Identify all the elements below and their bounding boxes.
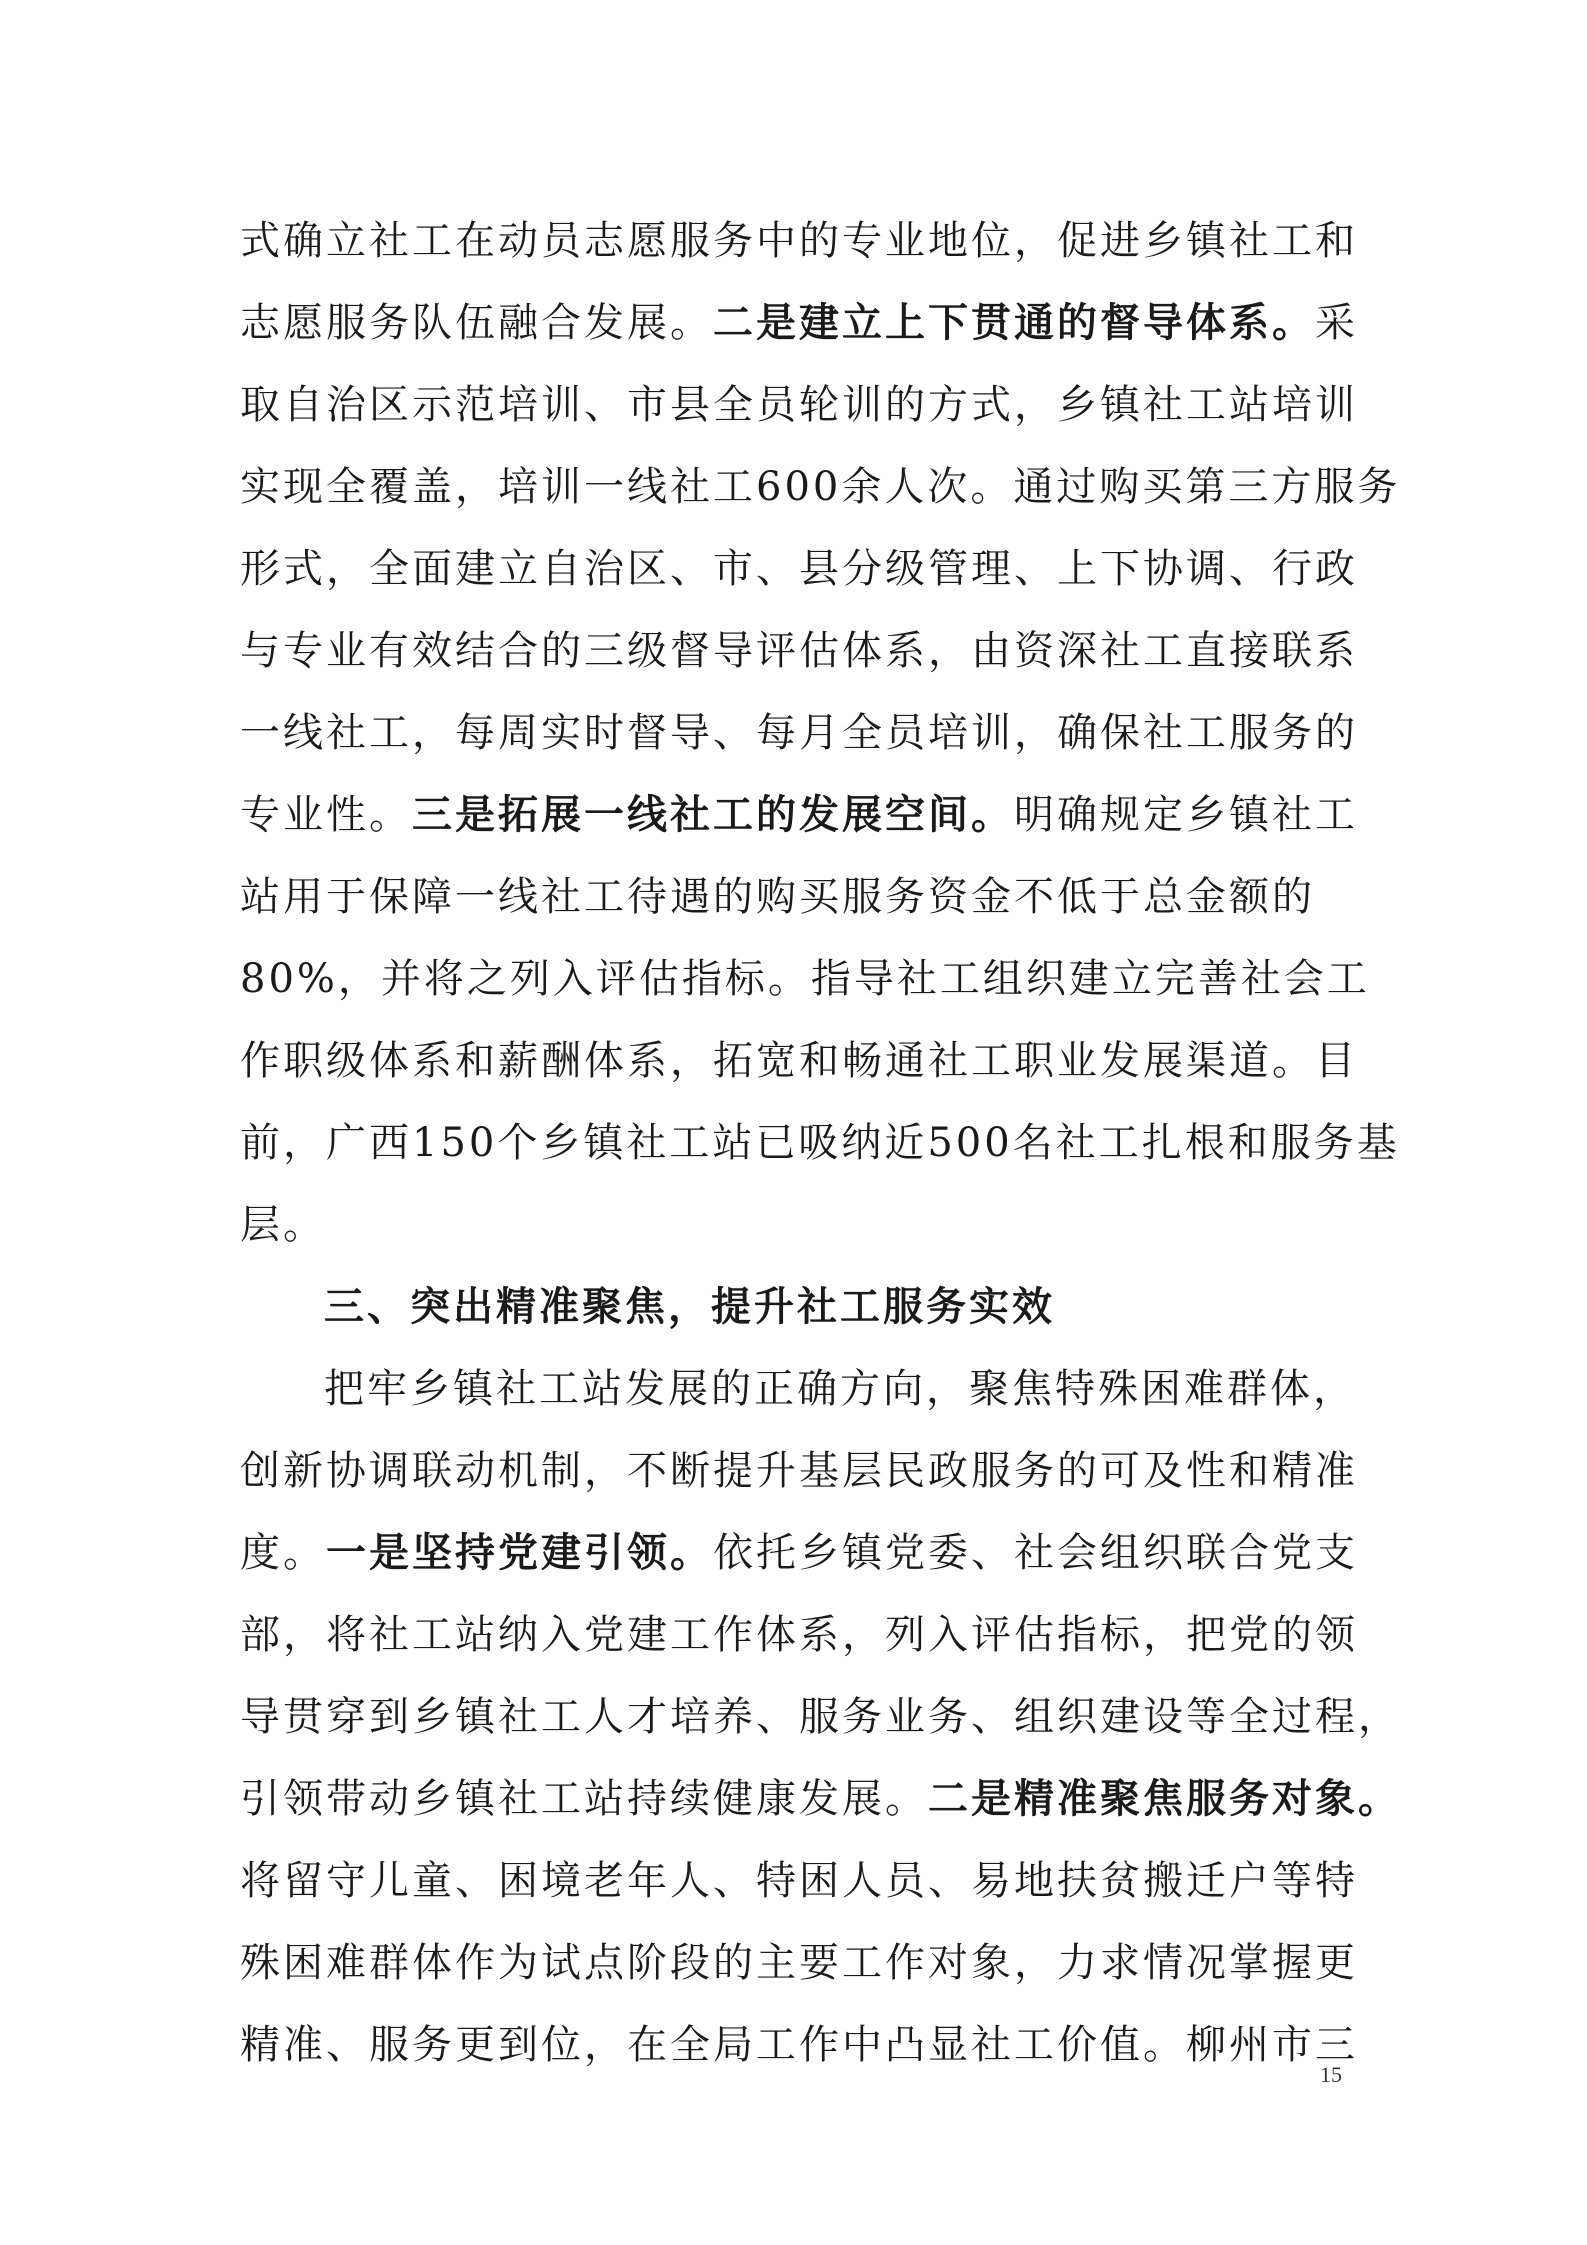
bold-phrase: 二是精准聚焦服务对象。	[928, 1776, 1401, 1822]
text-line: 式确立社工在动员志愿服务中的专业地位，促进乡镇社工和	[240, 218, 1358, 264]
bold-phrase: 二是建立上下贯通的督导体系。	[713, 300, 1315, 346]
text-line: 精准、服务更到位，在全局工作中凸显社工价值。柳州市三	[240, 2022, 1358, 2068]
text-line: 志愿服务队伍融合发展。二是建立上下贯通的督导体系。采	[240, 300, 1358, 346]
text-line: 度。一是坚持党建引领。依托乡镇党委、社会组织联合党支	[240, 1530, 1358, 1576]
bold-phrase: 三是拓展一线社工的发展空间。	[412, 792, 1014, 838]
section-heading: 三、突出精准聚焦，提升社工服务实效	[324, 1284, 1055, 1330]
text-line: 层。	[240, 1202, 326, 1248]
text-line: 专业性。三是拓展一线社工的发展空间。明确规定乡镇社工	[240, 792, 1358, 838]
text-line: 将留守儿童、困境老年人、特困人员、易地扶贫搬迁户等特	[240, 1858, 1358, 1904]
page-number: 15	[1320, 2062, 1342, 2087]
text-line: 形式，全面建立自治区、市、县分级管理、上下协调、行政	[240, 546, 1358, 592]
text-line: 作职级体系和薪酬体系，拓宽和畅通社工职业发展渠道。目	[240, 1038, 1358, 1084]
text-line: 创新协调联动机制，不断提升基层民政服务的可及性和精准	[240, 1448, 1358, 1494]
text-line: 80%，并将之列入评估指标。指导社工组织建立完善社会工	[240, 956, 1370, 1002]
text-line: 把牢乡镇社工站发展的正确方向，聚焦特殊困难群体，	[324, 1366, 1356, 1412]
text-line: 殊困难群体作为试点阶段的主要工作对象，力求情况掌握更	[240, 1940, 1358, 1986]
text-line: 部，将社工站纳入党建工作体系，列入评估指标，把党的领	[240, 1612, 1358, 1658]
text-line: 取自治区示范培训、市县全员轮训的方式，乡镇社工站培训	[240, 382, 1358, 428]
text-line: 导贯穿到乡镇社工人才培养、服务业务、组织建设等全过程，	[240, 1694, 1401, 1740]
body-text	[240, 200, 1401, 2086]
text-line: 引领带动乡镇社工站持续健康发展。二是精准聚焦服务对象。	[240, 1776, 1401, 1822]
bold-phrase: 一是坚持党建引领。	[326, 1530, 713, 1576]
text-line: 与专业有效结合的三级督导评估体系，由资深社工直接联系	[240, 628, 1358, 674]
text-line: 一线社工，每周实时督导、每月全员培训，确保社工服务的	[240, 710, 1358, 756]
text-line: 实现全覆盖，培训一线社工600余人次。通过购买第三方服务	[240, 464, 1401, 510]
text-line: 前，广西150个乡镇社工站已吸纳近500名社工扎根和服务基	[240, 1120, 1400, 1166]
text-line: 站用于保障一线社工待遇的购买服务资金不低于总金额的	[240, 874, 1315, 920]
